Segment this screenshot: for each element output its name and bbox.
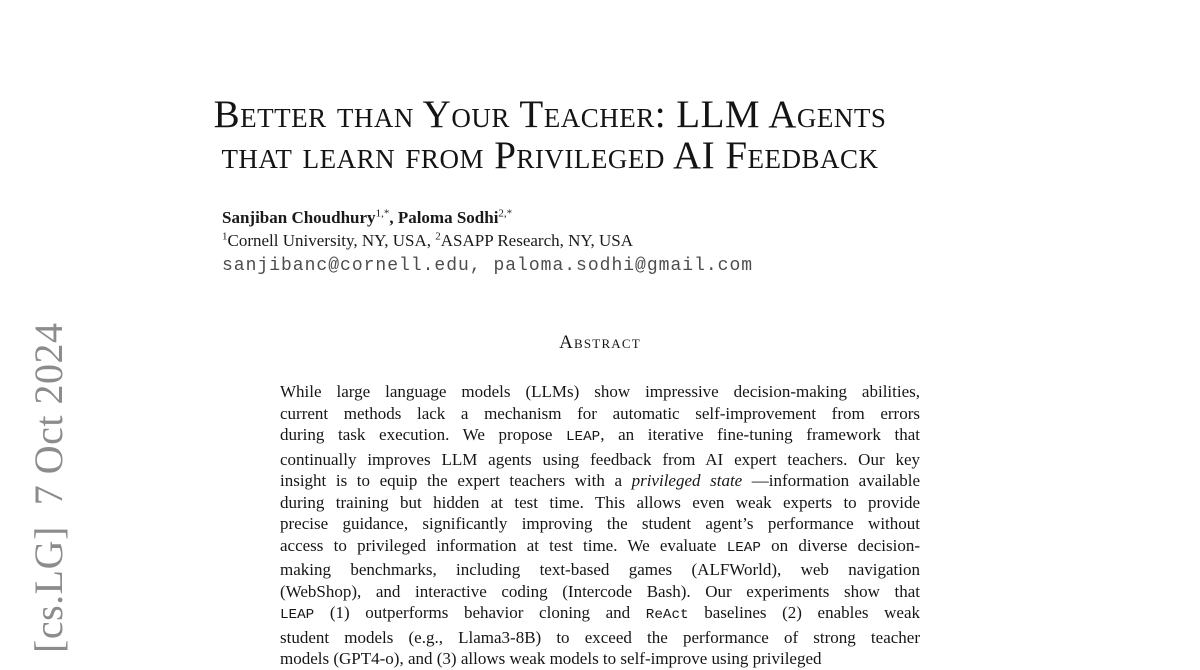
abstract-line: While large language models (LLMs) show impressive decision-making abilities, xyxy=(280,382,920,401)
abstract-line: during task execution. We propose LEAP, an iterative fine-tuning framework that xyxy=(280,425,920,445)
authors-line xyxy=(222,206,753,229)
affiliation-2-superscript: 2 xyxy=(435,230,441,243)
authors-separator: , xyxy=(389,208,398,227)
arxiv-watermark: [cs.LG] 7 Oct 2024 xyxy=(26,322,71,653)
abstract-line: continually improves LLM agents using feedback from AI expert teachers. Our key xyxy=(280,449,920,469)
abstract-line: (WebShop), and interactive coding (Intercode Bash). Our experiments show that xyxy=(280,581,920,601)
abstract-line: models (GPT4-o), and (3) allows weak models to self-improve using privileged xyxy=(280,649,822,668)
abstract-line: making benchmarks, including text-based games (ALFWorld), web navigation xyxy=(280,560,920,579)
abstract-line: during training but hidden at test time. This allows even weak experts to provide xyxy=(280,492,920,512)
author-1-superscript: 1,* xyxy=(375,207,390,220)
paper-title-line-2: that learn from Privileged AI Feedback xyxy=(221,134,879,177)
authors-block xyxy=(222,206,753,278)
abstract-line: student models (e.g., Llama3-8B) to exceed the performance of strong teacher xyxy=(280,627,920,647)
abstract-line: precise guidance, significantly improving the student agent’s performance without xyxy=(280,514,920,533)
author-2-name: Paloma Sodhi xyxy=(397,208,499,227)
emails-line: sanjibanc@cornell.edu, paloma.sodhi@gmail.com xyxy=(222,256,754,276)
author-1-name: Sanjiban Choudhury xyxy=(222,208,376,227)
affiliation-1-superscript: 1 xyxy=(222,230,228,243)
affiliations-line xyxy=(222,229,753,252)
paper-title-line-1: Better than Your Teacher: LLM Agents xyxy=(213,93,887,136)
abstract-line: LEAP (1) outperforms behavior cloning and ReAct baselines (2) enables weak xyxy=(280,603,920,623)
paper-title xyxy=(100,94,1000,176)
abstract-heading: Abstract xyxy=(559,332,641,353)
abstract-line: access to privileged information at test time. We evaluate LEAP on diverse decision- xyxy=(280,535,920,556)
affiliation-2-text: ASAPP Research, NY, USA xyxy=(440,231,633,250)
author-2-superscript: 2,* xyxy=(498,207,513,220)
abstract-line: insight is to equip the expert teachers with a privileged state —information available xyxy=(280,471,921,490)
abstract-body xyxy=(280,381,920,670)
affiliation-1-text: Cornell University, NY, USA, xyxy=(227,231,436,250)
abstract-line: current methods lack a mechanism for automatic self-improvement from errors xyxy=(280,403,920,423)
